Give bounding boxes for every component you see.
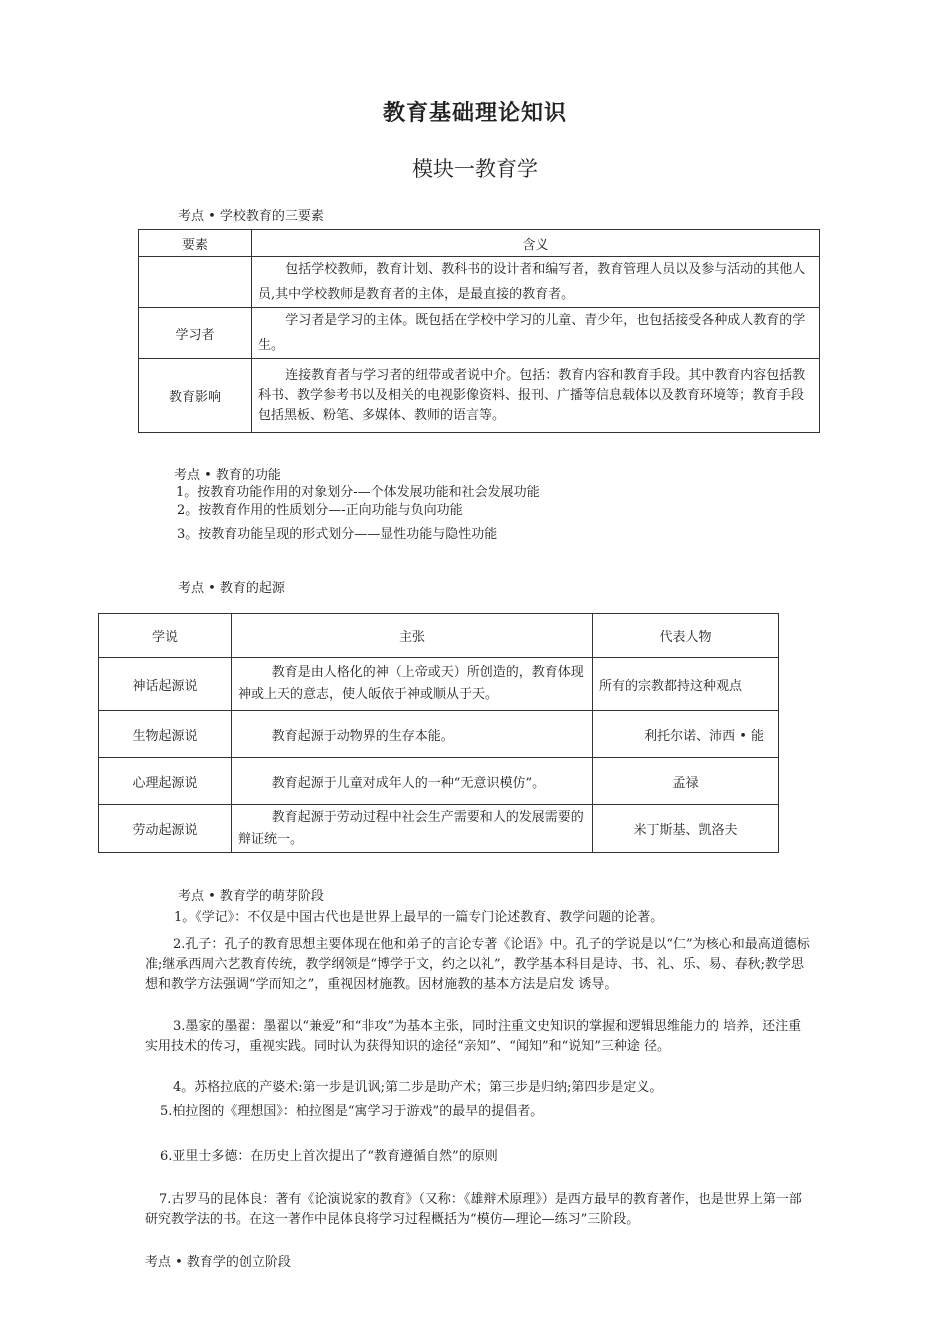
table-row: [99, 658, 779, 711]
document-title: 教育基础理论知识: [382, 101, 567, 126]
list-item: 3。按教育功能呈现的形式划分——显性功能与隐性功能: [177, 527, 498, 542]
table-header-row: [139, 230, 820, 257]
person-cell: 利托尔诺、沛西 • 能: [593, 711, 779, 758]
person-cell: 所有的宗教都持这种观点: [593, 658, 779, 711]
person-cell: 孟禄: [593, 758, 779, 805]
module-subtitle: 模块一教育学: [412, 157, 538, 181]
list-item: 1。按教育功能作用的对象划分-—个体发展功能和社会发展功能: [176, 485, 540, 500]
claim-cell: 教育是由人格化的神（上帝或天）所创造的，教育体现神或上天的意志，使人皈依于神或顺从于天。: [238, 665, 584, 702]
claim-cell: 教育起源于动物界的生存本能。: [271, 728, 454, 744]
theory-cell: 生物起源说: [99, 711, 232, 758]
list-item: 2。按教育作用的性质划分—-正向功能与负向功能: [177, 503, 463, 518]
theory-cell: 神话起源说: [99, 658, 232, 711]
element-cell: [139, 257, 252, 308]
element-cell: 学习者: [139, 308, 252, 359]
meaning-cell: 包括学校教师，教育计划、教科书的设计者和编写者，教育管理人员以及参与活动的其他人员,其中学校教师是教育者的主体，是最直接的教育者。: [258, 262, 806, 302]
section-heading-embryonic-stage: 考点 • 教育学的萌芽阶段: [178, 889, 324, 904]
column-header: 含义: [252, 230, 820, 257]
list-item: 3.墨家的墨翟：墨翟以“兼爱”和“非攻”为基本主张，同时注重文史知识的掌握和逻辑思维能力的 培养，还注重实用技术的传习，重视实践。同时认为获得知识的途径“亲知”、“闻知”和“说知”三种途 径。: [145, 1019, 802, 1054]
section-heading-functions: 考点 • 教育的功能: [174, 468, 281, 483]
table-row: [99, 711, 779, 758]
table-header-row: [99, 614, 779, 658]
table-row: [139, 308, 820, 359]
list-item: 2.孔子：孔子的教育思想主要体现在他和弟子的言论专著《论语》中。孔子的学说是以“仁”为核心和最高道德标准;继承西周六艺教育传统，教学纲领是“博学于文，约之以礼”，教学基本科目是诗、书、礼、乐、易、春秋;教学思想和教学方法强调“学而知之”，重视因材施教。因材施教的基本方法是启发 诱导。: [145, 937, 810, 992]
list-item: 5.柏拉图的《理想国》：柏拉图是“寓学习于游戏”的最早的提倡者。: [160, 1104, 544, 1119]
column-header: 代表人物: [593, 614, 779, 658]
table-row: [139, 359, 820, 433]
column-header: 要素: [139, 230, 252, 257]
table-row: [99, 758, 779, 805]
section-heading-origins: 考点 • 教育的起源: [178, 581, 285, 596]
column-header: 主张: [232, 614, 593, 658]
list-item: 7.古罗马的昆体良：著有《论演说家的教育》（又称：《雄辩术原理》）是西方最早的教育著作，也是世界上第一部研究教学法的书。在这一著作中昆体良将学习过程概括为“模仿—理论—练习”三阶段。: [145, 1192, 802, 1227]
claim-cell: 教育起源于儿童对成年人的一种“无意识模仿”。: [271, 775, 546, 791]
person-cell: 米丁斯基、凯洛夫: [593, 805, 779, 853]
theory-cell: 劳动起源说: [99, 805, 232, 853]
list-item: 6.亚里士多德：在历史上首次提出了“教育遵循自然”的原则: [160, 1149, 498, 1164]
element-cell: 教育影响: [139, 359, 252, 433]
theory-cell: 心理起源说: [99, 758, 232, 805]
list-item: 4。苏格拉底的产婆术:第一步是讥讽;第二步是助产术；第三步是归纳;第四步是定义。: [173, 1080, 663, 1095]
meaning-cell: 连接教育者与学习者的纽带或者说中介。包括：教育内容和教育手段。其中教育内容包括教科书、教学参考书以及相关的电视影像资料、报刊、广播等信息载体以及教育环境等；教育手段包括黑板、粉笔、多媒体、教师的语言等。: [258, 367, 806, 423]
meaning-cell: 学习者是学习的主体。既包括在学校中学习的儿童、青少年，也包括接受各种成人教育的学生。: [258, 313, 806, 353]
section-heading-three-elements: 考点 • 学校教育的三要素: [178, 209, 324, 224]
three-elements-table: [138, 229, 820, 433]
column-header: 学说: [99, 614, 232, 658]
section-heading-founding-stage: 考点 • 教育学的创立阶段: [145, 1255, 291, 1270]
claim-cell: 教育起源于劳动过程中社会生产需要和人的发展需要的辩证统一。: [238, 809, 584, 847]
origins-table: [98, 613, 779, 853]
table-row: [139, 257, 820, 308]
list-item: 1。《学记》：不仅是中国古代也是世界上最早的一篇专门论述教育、教学问题的论著。: [174, 910, 664, 925]
table-row: [99, 805, 779, 853]
